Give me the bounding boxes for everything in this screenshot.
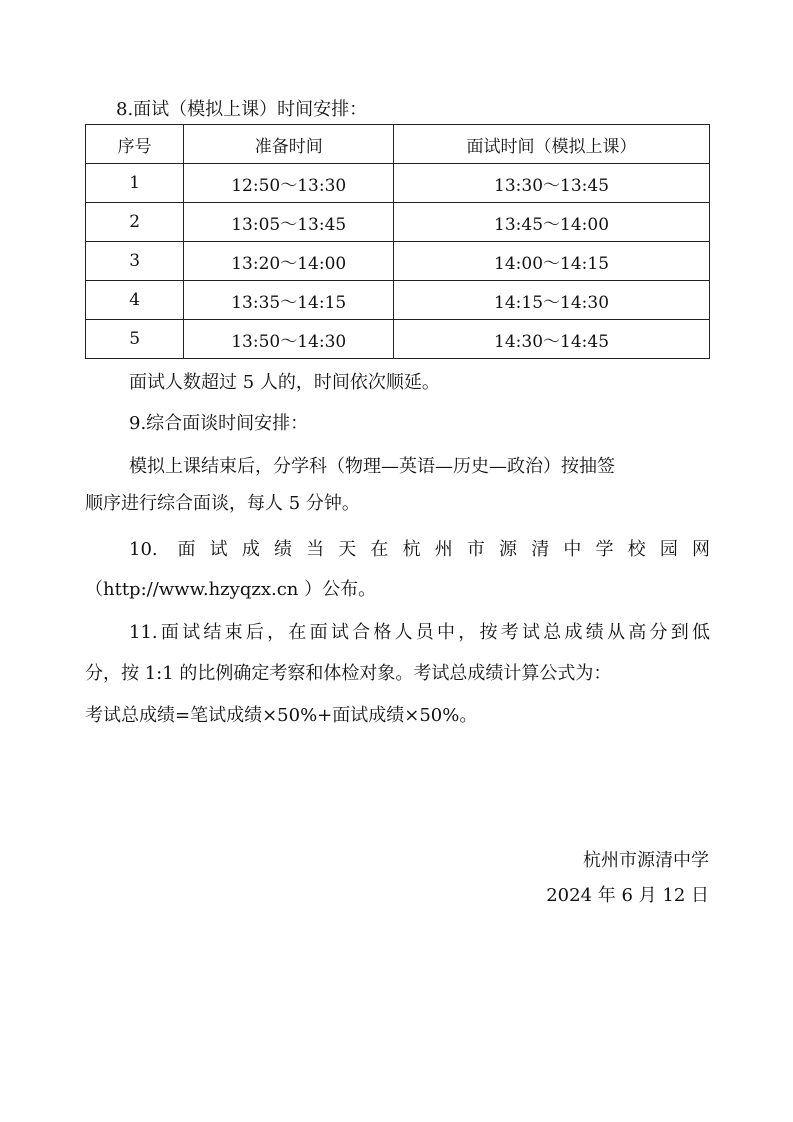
interview-schedule-table bbox=[85, 124, 710, 359]
signature-date: 2024 年 6 月 12 日 bbox=[546, 885, 709, 906]
schedule-extension-note: 面试人数超过 5 人的，时间依次顺延。 bbox=[129, 372, 440, 393]
section-9-paragraph-line: 模拟上课结束后，分学科（物理—英语—历史—政治）按抽签 bbox=[129, 456, 615, 477]
row-prep-time: 12:50～13:30 bbox=[184, 164, 394, 203]
table-row bbox=[86, 164, 710, 203]
table-header-row bbox=[86, 125, 710, 164]
section-8-heading: 8.面试（模拟上课）时间安排： bbox=[116, 99, 368, 120]
row-serial-number: 4 bbox=[86, 281, 184, 320]
row-interview-time: 14:00～14:15 bbox=[394, 242, 710, 281]
row-serial-number: 3 bbox=[86, 242, 184, 281]
table-row bbox=[86, 242, 710, 281]
table-row bbox=[86, 281, 710, 320]
row-serial-number: 2 bbox=[86, 203, 184, 242]
section-11-paragraph-line: 分，按 1:1 的比例确定考察和体检对象。考试总成绩计算公式为： bbox=[85, 663, 612, 684]
row-interview-time: 14:30～14:45 bbox=[394, 320, 710, 359]
row-prep-time: 13:05～13:45 bbox=[184, 203, 394, 242]
row-serial-number: 5 bbox=[86, 320, 184, 359]
row-interview-time: 13:45～14:00 bbox=[394, 203, 710, 242]
section-10-paragraph-line: （http://www.hzyqzx.cn ）公布。 bbox=[85, 579, 377, 600]
table-row bbox=[86, 320, 710, 359]
row-prep-time: 13:20～14:00 bbox=[184, 242, 394, 281]
header-serial-number: 序号 bbox=[86, 125, 184, 164]
row-prep-time: 13:50～14:30 bbox=[184, 320, 394, 359]
row-serial-number: 1 bbox=[86, 164, 184, 203]
section-9-paragraph-line: 顺序进行综合面谈，每人 5 分钟。 bbox=[85, 493, 360, 514]
section-10-paragraph-line: 10. 面试成绩当天在杭州市源清中学校园网 bbox=[129, 539, 710, 560]
section-9-heading: 9.综合面谈时间安排： bbox=[129, 413, 309, 434]
header-interview-time: 面试时间（模拟上课） bbox=[394, 125, 710, 164]
row-prep-time: 13:35～14:15 bbox=[184, 281, 394, 320]
section-11-formula-line: 考试总成绩=笔试成绩×50%+面试成绩×50%。 bbox=[85, 705, 478, 726]
signature-organization: 杭州市源清中学 bbox=[583, 850, 709, 871]
table-row bbox=[86, 203, 710, 242]
header-prep-time: 准备时间 bbox=[184, 125, 394, 164]
row-interview-time: 14:15～14:30 bbox=[394, 281, 710, 320]
row-interview-time: 13:30～13:45 bbox=[394, 164, 710, 203]
section-11-paragraph-line: 11.面试结束后，在面试合格人员中，按考试总成绩从高分到低 bbox=[129, 622, 710, 643]
